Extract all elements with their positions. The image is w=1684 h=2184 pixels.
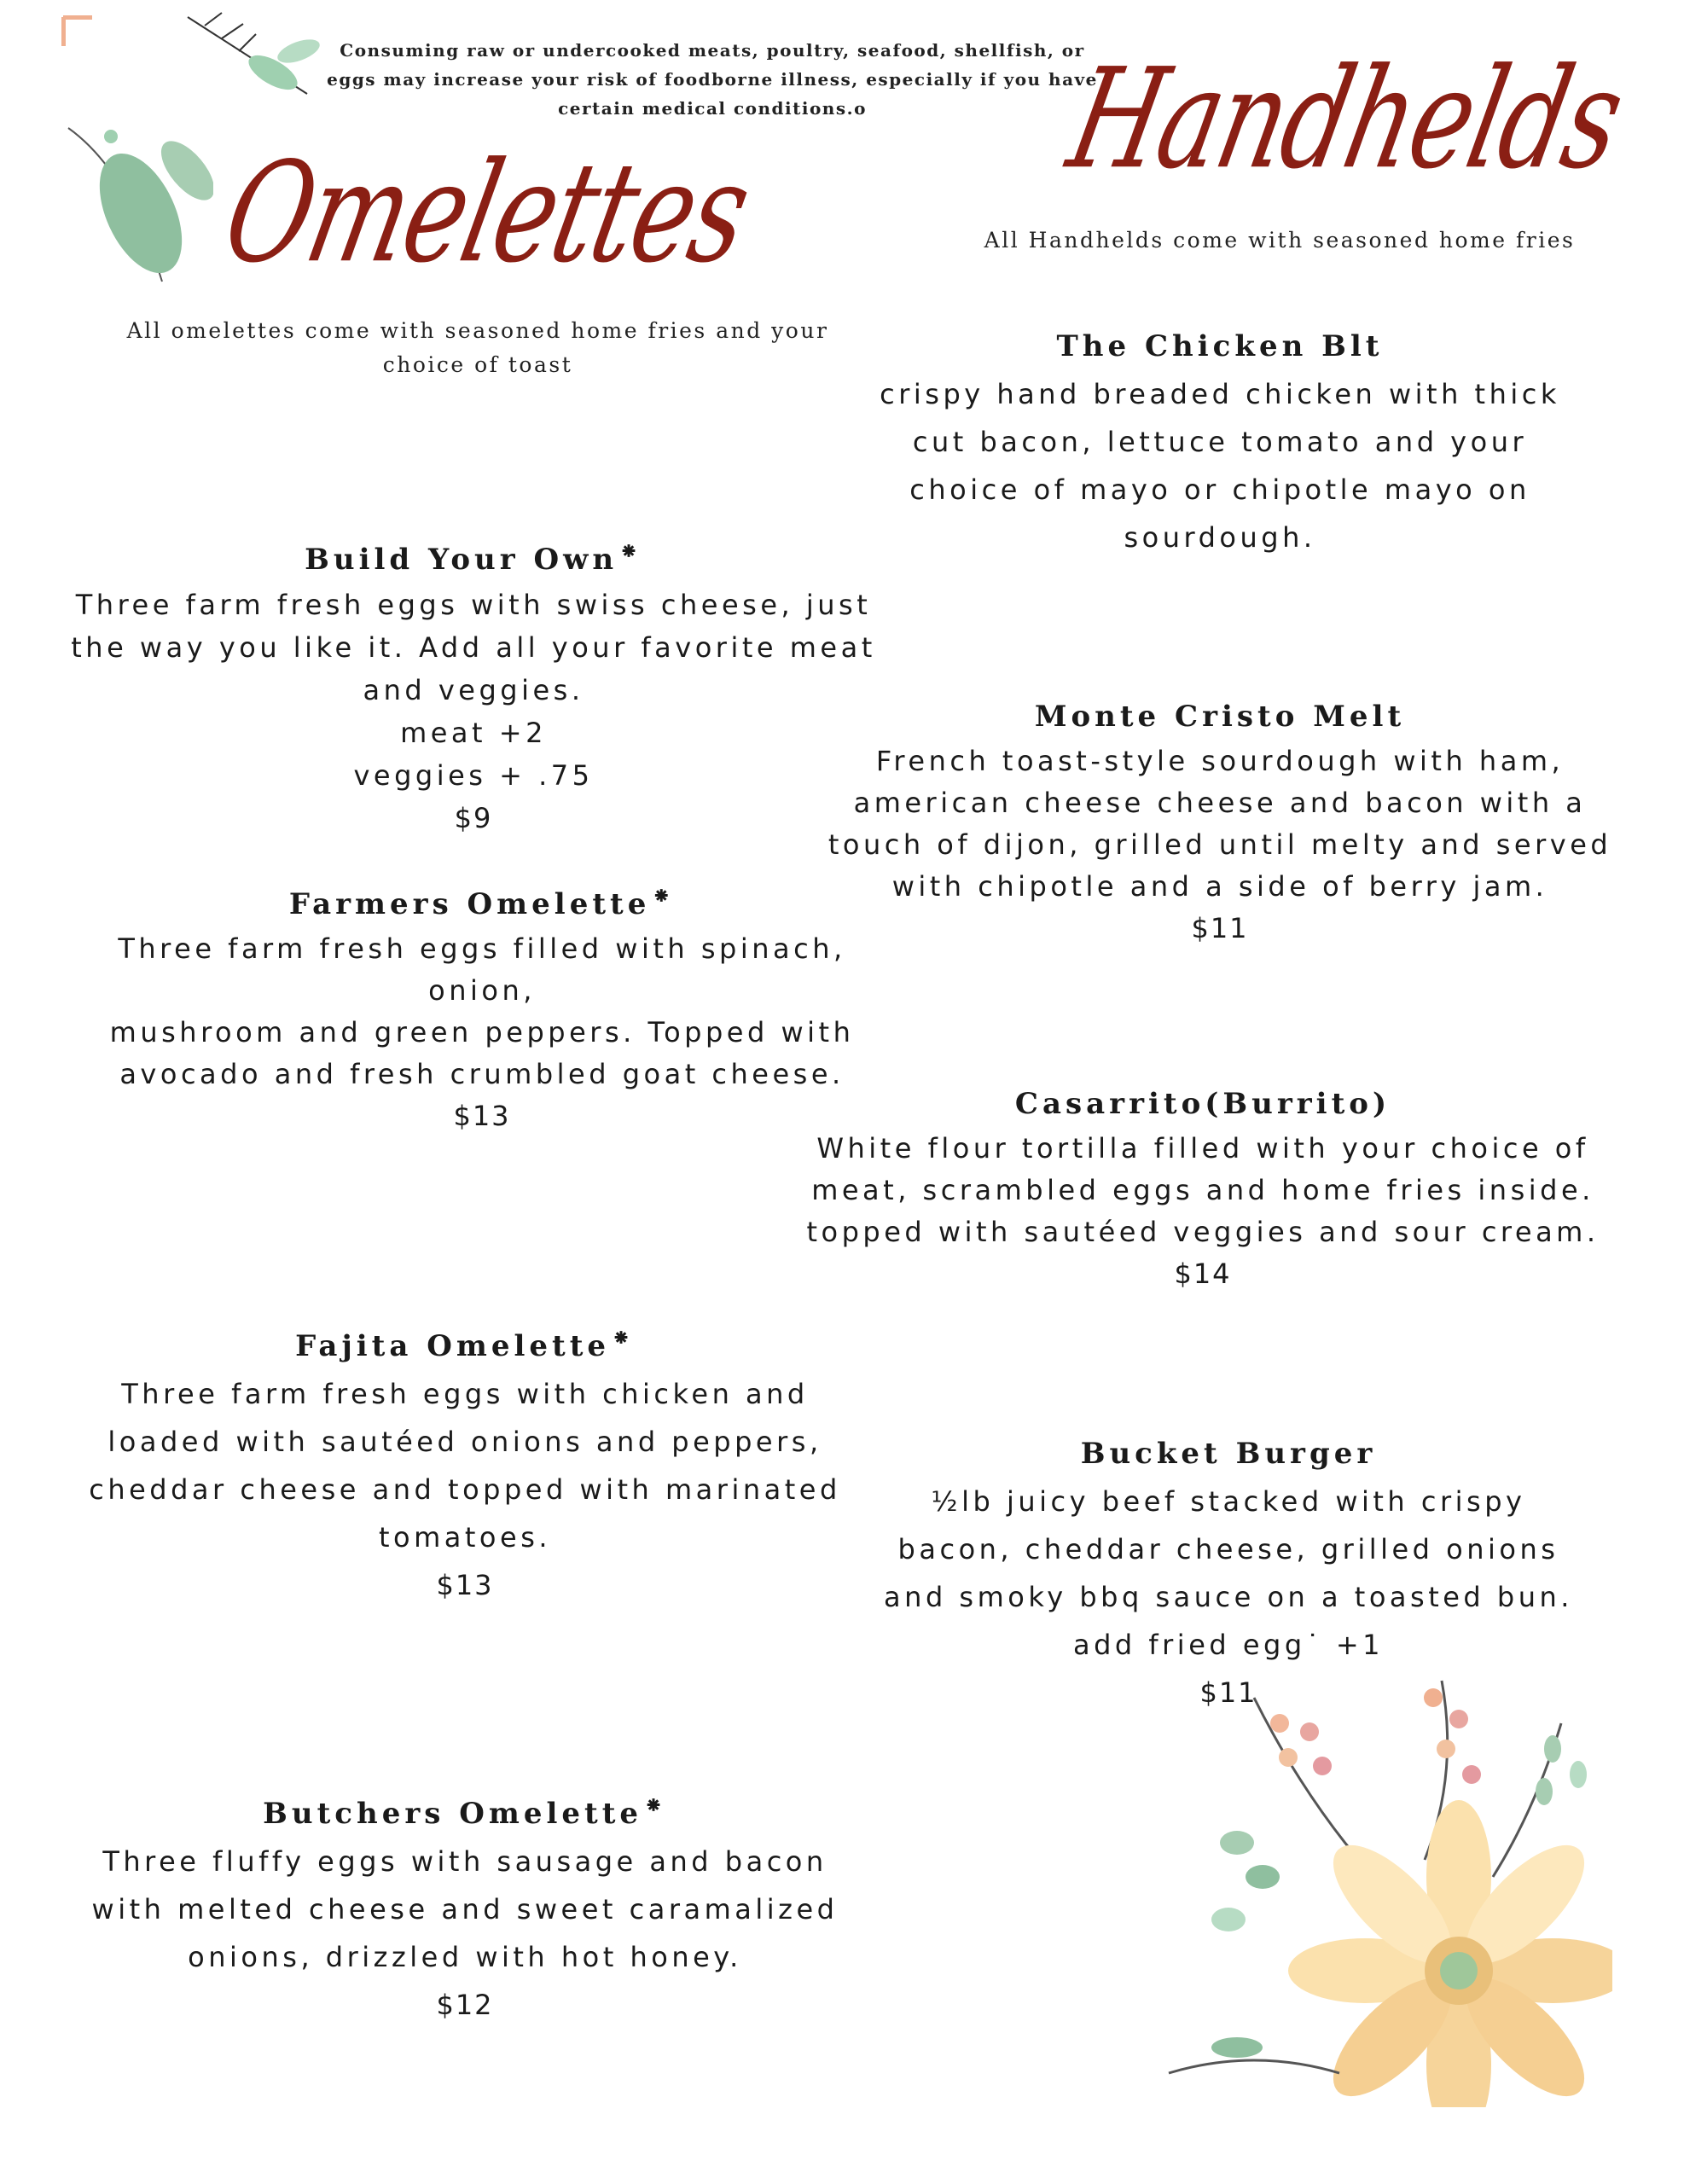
item-name: Butchers Omelette [263, 1797, 643, 1831]
description-line: French toast-style sourdough with ham, [875, 745, 1565, 777]
item-name: Farmers Omelette [288, 887, 651, 921]
description-line: the way you like it. Add all your favorite meat [71, 631, 876, 664]
item-name: Monte Cristo Melt [1034, 700, 1406, 734]
description-line: and veggies. [363, 674, 584, 706]
item-price: $14 [1174, 1258, 1232, 1290]
menu-item-monte-cristo-melt [819, 693, 1621, 950]
description-line: bacon, cheddar cheese, grilled onions [897, 1533, 1559, 1565]
description-line: choice of mayo or chipotle mayo on [909, 473, 1530, 506]
corner-mark-icon [61, 15, 96, 49]
description-line: sourdough. [1124, 521, 1316, 554]
item-price: $13 [453, 1100, 511, 1132]
item-price: $11 [1191, 912, 1249, 944]
description-line: crispy hand breaded chicken with thick [880, 378, 1560, 410]
add-on-fried-egg: add fried egg˙ +1 [1072, 1629, 1385, 1661]
flower-decoration-icon [1152, 1672, 1612, 2107]
description-line: with chipotle and a side of berry jam. [891, 870, 1548, 903]
raw-advisory-icon: ⁕ [652, 883, 676, 909]
menu-item-chicken-blt [827, 322, 1612, 561]
item-title [43, 1790, 887, 1838]
description-line: loaded with sautéed onions and peppers, [107, 1426, 822, 1458]
menu-item-build-your-own [51, 536, 896, 839]
description-line: White flour tortilla filled with your choice of [816, 1132, 1589, 1165]
item-description [827, 370, 1612, 561]
item-name: Bucket Burger [1080, 1437, 1377, 1471]
description-line: tomatoes. [378, 1521, 552, 1554]
item-title [43, 1322, 887, 1370]
subtitle-line: choice of toast [382, 352, 573, 377]
menu-item-casarrito [802, 1080, 1604, 1295]
menu-item-farmers-omelette [60, 880, 904, 1137]
raw-advisory-icon: ⁕ [612, 1325, 635, 1351]
raw-advisory-icon: ⁕ [619, 538, 642, 565]
item-price: $13 [436, 1569, 494, 1601]
omelettes-section-title: Omelettes [212, 133, 762, 294]
item-title [51, 536, 896, 584]
description-line: Three fluffy eggs with sausage and bacon [102, 1845, 827, 1878]
menu-item-fajita-omelette [43, 1322, 887, 1609]
leaf-decoration-left-icon [60, 119, 213, 290]
menu-item-butchers-omelette [43, 1790, 887, 2029]
description-line: onions, drizzled with hot honey. [188, 1941, 742, 1973]
item-name: Fajita Omelette [295, 1329, 611, 1363]
description-line: ½lb juicy beef stacked with crispy [931, 1485, 1526, 1518]
description-line: american cheese cheese and bacon with a [853, 787, 1587, 819]
add-on-veggies: veggies + .75 [353, 759, 594, 792]
description-line: avocado and fresh crumbled goat cheese. [119, 1058, 845, 1090]
item-description [51, 584, 896, 839]
description-line: mushroom and green peppers. Topped with [109, 1016, 855, 1048]
handhelds-section-title: Handhelds [1056, 39, 1635, 200]
item-title [60, 880, 904, 928]
handhelds-subtitle: All Handhelds come with seasoned home fries [984, 228, 1576, 253]
add-on-meat: meat +2 [400, 717, 547, 749]
item-price: $9 [454, 802, 493, 834]
omelettes-subtitle [68, 314, 887, 382]
item-description [60, 928, 904, 1137]
description-line: cut bacon, lettuce tomato and your [912, 426, 1528, 458]
description-line: Three farm fresh eggs with chicken and [121, 1378, 809, 1410]
item-price: $11 [1199, 1676, 1257, 1709]
item-description [43, 1838, 887, 2029]
foodborne-illness-notice [282, 36, 1143, 123]
item-name: Build Your Own [305, 543, 618, 577]
description-line: touch of dijon, grilled until melty and served [827, 828, 1612, 861]
item-description [819, 741, 1621, 950]
subtitle-line: All omelettes come with seasoned home fries and your [126, 318, 829, 343]
description-line: with melted cheese and sweet caramalized [91, 1893, 839, 1926]
item-description [802, 1128, 1604, 1295]
description-line: Three farm fresh eggs filled with spinach, onion, [118, 932, 846, 1007]
raw-advisory-icon: ⁕ [644, 1792, 667, 1819]
description-line: topped with sautéed veggies and sour cream. [806, 1216, 1600, 1248]
description-line: Three farm fresh eggs with swiss cheese, just [75, 589, 872, 621]
notice-line: certain medical conditions.o [558, 98, 867, 119]
item-name: Casarrito(Burrito) [1014, 1087, 1391, 1121]
notice-line: Consuming raw or undercooked meats, poultry, seafood, shellfish, or [340, 40, 1085, 61]
notice-line: eggs may increase your risk of foodborne illness, especially if you have [327, 69, 1098, 90]
description-line: meat, scrambled eggs and home fries inside. [811, 1174, 1594, 1206]
item-name: The Chicken Blt [1056, 329, 1384, 363]
item-description [43, 1370, 887, 1609]
item-price: $12 [436, 1989, 494, 2021]
description-line: cheddar cheese and topped with marinated [89, 1473, 841, 1506]
description-line: and smoky bbq sauce on a toasted bun. [884, 1581, 1573, 1613]
